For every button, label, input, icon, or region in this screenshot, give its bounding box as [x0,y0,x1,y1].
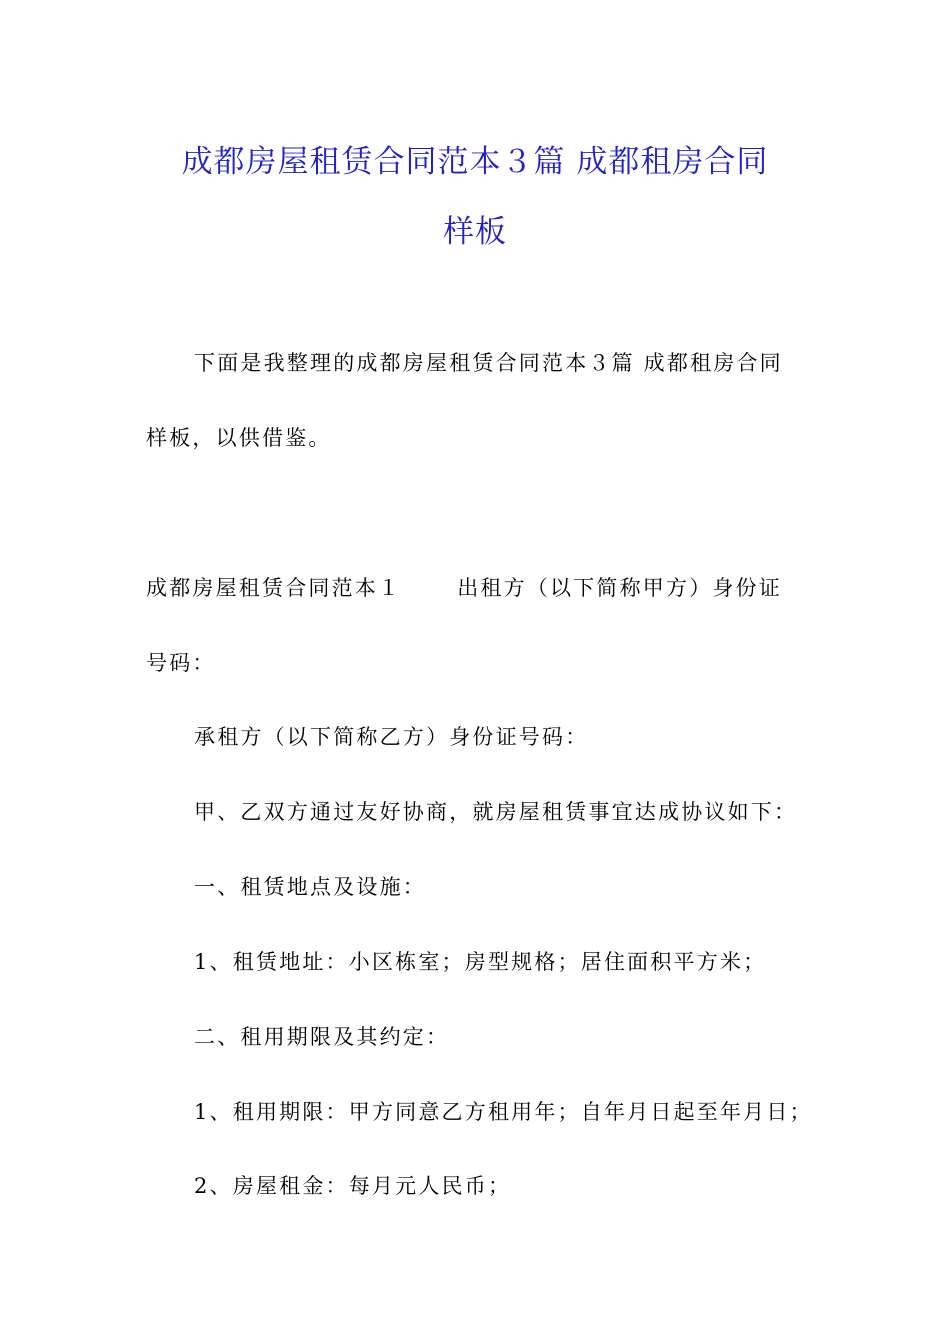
contract-heading: 成都房屋租赁合同范本１ [146,576,402,600]
document-title-line-2: 样板 [443,214,507,250]
section-1-item-1: 1、租赁地址：小区栋室；房型规格；居住面积平方米； [194,950,767,974]
lessee-id-label: 承租方（以下简称乙方）身份证号码： [194,725,589,749]
intro-line-2: 样板，以供借鉴。 [146,426,332,450]
section-2-heading: 二、租用期限及其约定： [194,1025,450,1049]
contract-heading-line [146,572,782,602]
lessor-id-label: 出租方（以下简称甲方）身份证 [457,576,783,600]
section-2-item-2: 2、房屋租金：每月元人民币； [194,1174,512,1198]
agreement-paragraph: 甲、乙双方通过友好协商，就房屋租赁事宜达成协议如下： [194,800,798,824]
section-2-item-1: 1、租用期限：甲方同意乙方租用年；自年月日起至年月日； [194,1100,813,1124]
document-title-line-1: 成都房屋租赁合同范本３篇 成都租房合同 [181,144,769,180]
lessor-id-label-continued: 号码： [146,651,216,675]
intro-line-1: 下面是我整理的成都房屋租赁合同范本３篇 成都租房合同 [194,351,783,375]
section-1-heading: 一、租赁地点及设施： [194,875,426,899]
